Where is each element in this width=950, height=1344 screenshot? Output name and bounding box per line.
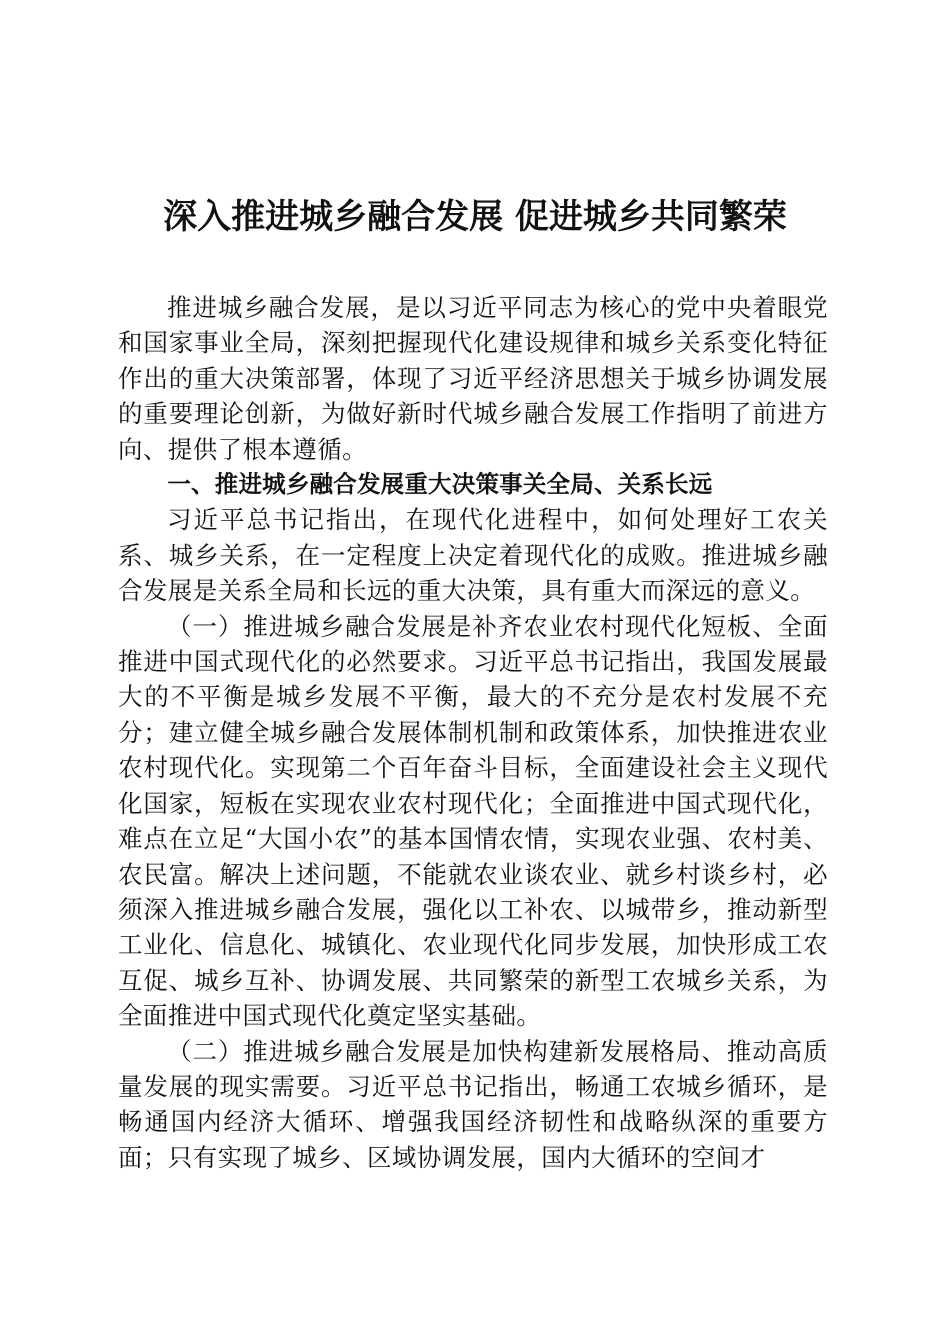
document-title: 深入推进城乡融合发展 促进城乡共同繁荣 (163, 197, 787, 237)
subsection-1-paragraph: （一）推进城乡融合发展是补齐农业农村现代化短板、全面推进中国式现代化的必然要求。习近平总书记指出，我国发展最大的不平衡是城乡发展不平衡，最大的不充分是农村发展不充分；建立健全城乡融合发展体制机制和政策体系，加快推进农业农村现代化。实现第二个百年奋斗目标，全面建设社会主义现代化国家，短板在实现农业农村现代化；全面推进中国式现代化，难点在立足“大国小农”的基本国情农情，实现农业强、农村美、农民富。解决上述问题，不能就农业谈农业、就乡村谈乡村，必须深入推进城乡融合发展，强化以工补农、以城带乡，推动新型工业化、信息化、城镇化、农业现代化同步发展，加快形成工农互促、城乡互补、协调发展、共同繁荣的新型工农城乡关系，为全面推进中国式现代化奠定坚实基础。 (118, 611, 828, 1031)
section-heading-1: 一、推进城乡融合发展重大决策事关全局、关系长远 (167, 470, 713, 499)
intro-paragraph: 推进城乡融合发展，是以习近平同志为核心的党中央着眼党和国家事业全局，深刻把握现代化建设规律和城乡关系变化特征作出的重大决策部署，体现了习近平经济思想关于城乡协调发展的重要理论创新，为做好新时代城乡融合发展工作指明了前进方向、提供了根本遵循。 (118, 293, 828, 464)
subsection-2-paragraph: （二）推进城乡融合发展是加快构建新发展格局、推动高质量发展的现实需要。习近平总书记指出，畅通工农城乡循环，是畅通国内经济大循环、增强我国经济韧性和战略纵深的重要方面；只有实现了城乡、区域协调发展，国内大循环的空间才 (118, 1036, 828, 1172)
section-1-paragraph: 习近平总书记指出，在现代化进程中，如何处理好工农关系、城乡关系，在一定程度上决定着现代化的成败。推进城乡融合发展是关系全局和长远的重大决策，具有重大而深远的意义。 (118, 505, 828, 606)
document-body (118, 290, 828, 1175)
